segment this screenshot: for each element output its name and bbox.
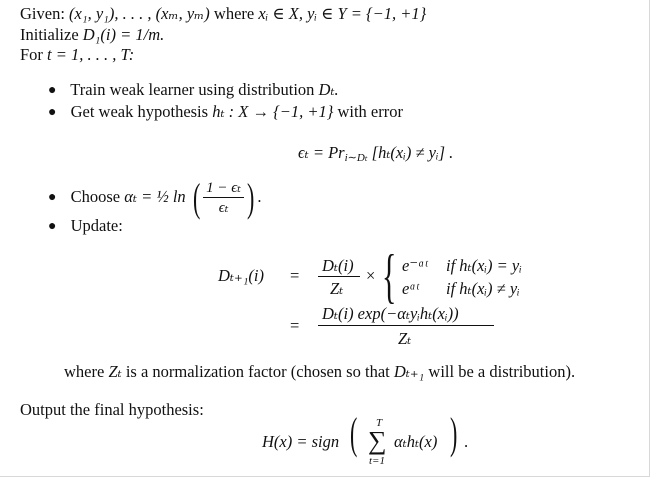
right-paren: ) — [246, 175, 255, 220]
final-right-paren: ) — [450, 409, 458, 458]
final-left-paren: ( — [350, 409, 358, 458]
final-sum-top: T — [376, 417, 383, 429]
update-case1-val: e⁻ᵅᵗ — [402, 256, 428, 275]
for-line — [20, 47, 134, 64]
left-paren: ( — [192, 175, 201, 220]
final-lhs: H(x) = sign — [262, 432, 340, 451]
update-frac2-den: Zₜ — [398, 329, 412, 348]
alpha-denominator: ϵₜ — [203, 197, 244, 217]
given-pairs: (x₁, y₁), . . . , (xₘ, yₘ) — [69, 4, 210, 23]
bullet-icon: ● — [48, 219, 57, 234]
bullet-icon: ● — [48, 105, 57, 120]
note-zt: Zₜ — [108, 362, 122, 381]
note-prefix: where — [64, 362, 105, 381]
update-case1-cond: if hₜ(xᵢ) = yᵢ — [446, 256, 522, 275]
step-choose — [48, 175, 262, 220]
given-label: Given: — [20, 4, 65, 23]
update-times: × — [366, 266, 376, 285]
for-label: For — [20, 45, 43, 64]
alpha-fraction — [203, 179, 244, 217]
final-sum-body: αₜhₜ(x) — [394, 432, 438, 451]
update-case2-val: eᵅᵗ — [402, 279, 419, 298]
step-train-text: Train weak learner using distribution — [70, 80, 315, 99]
step-choose-math: αₜ = ½ ln — [124, 186, 186, 206]
bullet-icon: ● — [48, 189, 57, 205]
update-frac-den: Zₜ — [330, 279, 344, 298]
alpha-end: . — [257, 186, 262, 206]
step-hypothesis-text: Get weak hypothesis — [70, 102, 209, 121]
step-hypothesis — [48, 104, 403, 121]
step-train — [48, 82, 339, 99]
sigma-icon: ∑ — [368, 426, 387, 455]
update-eq2: = — [290, 316, 300, 335]
initialize-expr: D₁(i) = 1/m. — [82, 25, 165, 44]
normalization-note — [64, 364, 575, 381]
initialize-line — [20, 27, 164, 44]
step-hypothesis-math: hₜ : X → {−1, +1} — [212, 102, 334, 121]
update-frac-line — [318, 276, 360, 277]
bullet-icon: ● — [48, 83, 57, 98]
final-end: . — [464, 432, 469, 451]
update-frac-num: Dₜ(i) — [322, 256, 354, 275]
alpha-numerator: 1 − ϵₜ — [206, 180, 241, 196]
given-condition: xᵢ ∈ X, yᵢ ∈ Y = {−1, +1} — [258, 4, 427, 23]
step-update — [48, 218, 123, 235]
step-update-text: Update: — [70, 216, 123, 235]
given-line — [20, 6, 426, 23]
output-label: Output the final hypothesis: — [20, 400, 204, 419]
initialize-label: Initialize — [20, 25, 79, 44]
note-dt1: Dₜ₊₁ — [393, 362, 425, 381]
step-train-math: Dₜ. — [318, 80, 339, 99]
update-case2-cond: if hₜ(xᵢ) ≠ yᵢ — [446, 279, 520, 298]
note-middle: is a normalization factor (chosen so that — [125, 362, 390, 381]
final-sum-bottom: t=1 — [369, 455, 385, 467]
step-hypothesis-suffix: with error — [337, 102, 403, 121]
error-formula — [298, 145, 453, 164]
update-frac2-num: Dₜ(i) exp(−αₜyᵢhₜ(xᵢ)) — [322, 304, 459, 323]
step-choose-text: Choose — [70, 186, 121, 206]
for-expr: t = 1, . . . , T: — [47, 45, 135, 64]
left-brace-icon: { — [382, 243, 397, 309]
update-lhs: Dₜ₊₁(i) — [218, 266, 265, 285]
note-suffix: will be a distribution). — [428, 362, 576, 381]
error-subscript: i∼Dₜ — [344, 152, 368, 164]
update-frac2-line — [318, 325, 494, 326]
update-eq1: = — [290, 266, 300, 285]
given-where: where — [213, 4, 255, 23]
error-rhs: [hₜ(xᵢ) ≠ yᵢ] . — [371, 143, 454, 162]
error-lhs: ϵₜ = Pr — [298, 143, 345, 162]
